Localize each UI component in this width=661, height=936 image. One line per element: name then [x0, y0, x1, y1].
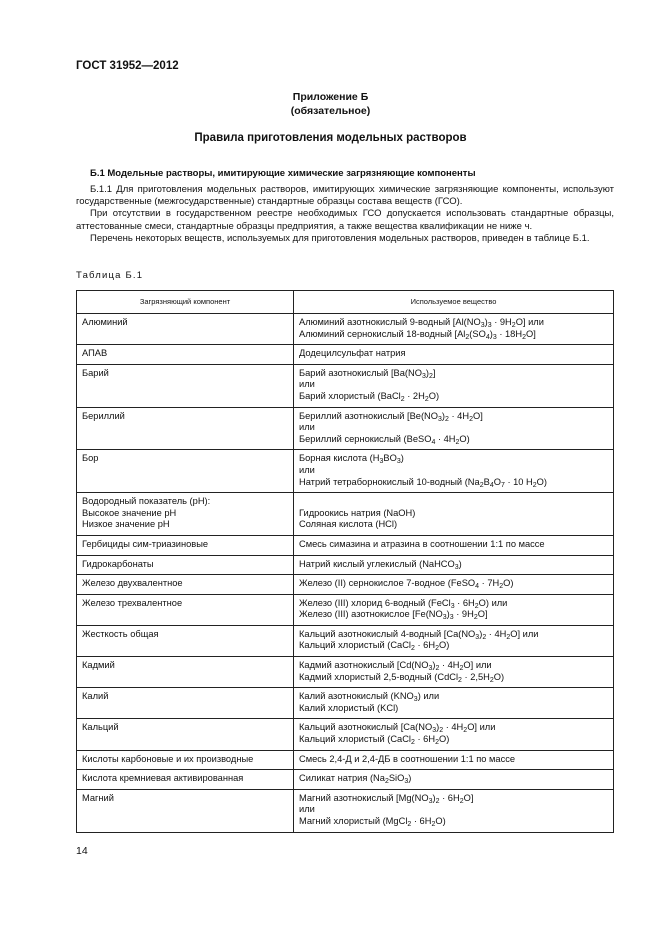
paragraph: Б.1.1 Для приготовления модельных растворов, имитирующих химические загрязняющие компоненты, используют государственные (межгосударственные) стандартные образцы состава веществ (ГСО). [76, 184, 614, 208]
standard-number: ГОСТ 31952—2012 [76, 60, 179, 72]
table-row [77, 688, 614, 719]
substance-cell: Железо (II) сернокислое 7-водное (FeSO$_4$ · $7H_2O$) [294, 575, 614, 595]
main-title: Правила приготовления модельных растворов [194, 132, 467, 144]
substances-table [76, 290, 614, 833]
table-row [77, 407, 614, 450]
component-cell: Гидрокарбонаты [77, 555, 294, 575]
appendix-heading [0, 90, 661, 118]
substance-cell: Алюминий азотнокислый 9-водный $[Al(NO_3)_3 \cdot 9H_2O]$ или Алюминий сернокислый 18-водный $[Al_2(SO_4)_3 \cdot 18H_2O]$ [294, 314, 614, 345]
substance-cell: Кальций азотнокислый $[Ca(NO_3)_2 \cdot 4H_2O]$ или Кальций хлористый (CaCl$_2$ · $6H_2O$) [294, 719, 614, 750]
component-cell: Кислоты карбоновые и их производные [77, 750, 294, 770]
appendix-title: Приложение Б [292, 91, 369, 103]
table-header-row [77, 291, 614, 314]
table-row [77, 750, 614, 770]
substance-cell: Кадмий азотнокислый $[Cd(NO_3)_2 \cdot 4H_2O]$ или Кадмий хлористый 2,5-водный (CdCl$_2$ · $2,5H_2O$) [294, 657, 614, 688]
table-row [77, 364, 614, 407]
page-number: 14 [76, 845, 88, 857]
component-cell: Водородный показатель (рН): Высокое значение рН Низкое значение рН [77, 493, 294, 536]
table-row [77, 594, 614, 625]
table-row [77, 450, 614, 493]
paragraph: При отсутствии в государственном реестре необходимых ГСО допускается использовать стандартные образцы, аттестованные смеси, стандартные образцы предприятия, а также вещества квалификации не ниже ч. [76, 208, 614, 232]
table-row [77, 625, 614, 656]
substance-cell: Натрий кислый углекислый (NaHCO$_3$) [294, 555, 614, 575]
component-cell: Алюминий [77, 314, 294, 345]
table-row [77, 770, 614, 790]
component-cell: Кадмий [77, 657, 294, 688]
substance-cell: Борная кислота $(H_3BO_3)$ или Натрий тетраборнокислый 10-водный ($Na_2B_4O_7 \cdot 10$ $H_2O$) [294, 450, 614, 493]
substance-cell: Барий азотнокислый $[Ba(NO_3)_2]$ или Барий хлористый (BaCl$_2$ · $2H_2O$) [294, 364, 614, 407]
table-row [77, 719, 614, 750]
table-body [77, 314, 614, 833]
table-row [77, 345, 614, 365]
substance-cell: Смесь 2,4-Д и 2,4-ДБ в соотношении 1:1 по массе [294, 750, 614, 770]
table-row [77, 314, 614, 345]
table-row [77, 789, 614, 832]
component-cell: Бор [77, 450, 294, 493]
substance-cell: Бериллий азотнокислый $[Be(NO_3)_2 \cdot 4H_2O]$ или Бериллий сернокислый (BeSO$_4$ · $4H_2O$) [294, 407, 614, 450]
substance-cell: Магний азотнокислый $[Mg(NO_3)_2 \cdot 6H_2O]$ или Магний хлористый (MgCl$_2$ · $6H_2O$) [294, 789, 614, 832]
component-cell: Железо двухвалентное [77, 575, 294, 595]
component-cell: Барий [77, 364, 294, 407]
table-row [77, 555, 614, 575]
component-cell: Гербициды сим-триазиновые [77, 535, 294, 555]
table-row [77, 535, 614, 555]
paragraph: Перечень некоторых веществ, используемых для приготовления модельных растворов, приведен в таблице Б.1. [90, 232, 590, 244]
column-header-substance: Используемое вещество [294, 291, 614, 314]
component-cell: Магний [77, 789, 294, 832]
substance-cell: Железо (III) хлорид 6-водный (FeCl$_3$ · $6H_2O$) или Железо (III) азотнокислое $[Fe(NO_3)_3 \cdot 9H_2O]$ [294, 594, 614, 625]
substance-cell: Калий азотнокислый $(KNO_3)$ или Калий хлористый (KCl) [294, 688, 614, 719]
component-cell: Бериллий [77, 407, 294, 450]
component-cell: Жесткость общая [77, 625, 294, 656]
substance-cell: Гидроокись натрия (NaOH) Соляная кислота (HCl) [294, 493, 614, 536]
table-row [77, 657, 614, 688]
component-cell: Железо трехвалентное [77, 594, 294, 625]
component-cell: Калий [77, 688, 294, 719]
table-caption: Таблица Б.1 [76, 270, 144, 281]
substance-cell: Смесь симазина и атразина в соотношении 1:1 по массе [294, 535, 614, 555]
substance-cell: Кальций азотнокислый 4-водный $[Ca(NO_3)_2 \cdot 4H_2O]$ или Кальций хлористый (CaCl$_2$ · $6H_2O$) [294, 625, 614, 656]
component-cell: АПАВ [77, 345, 294, 365]
section-title: Б.1 Модельные растворы, имитирующие химические загрязняющие компоненты [90, 168, 476, 179]
component-cell: Кислота кремниевая активированная [77, 770, 294, 790]
table-row [77, 575, 614, 595]
component-cell: Кальций [77, 719, 294, 750]
table-row [77, 493, 614, 536]
body-text [76, 184, 614, 245]
substance-cell: Силикат натрия $(Na_2SiO_3)$ [294, 770, 614, 790]
column-header-component: Загрязняющий компонент [77, 291, 294, 314]
appendix-note: (обязательное) [290, 105, 371, 117]
substance-cell: Додецилсульфат натрия [294, 345, 614, 365]
